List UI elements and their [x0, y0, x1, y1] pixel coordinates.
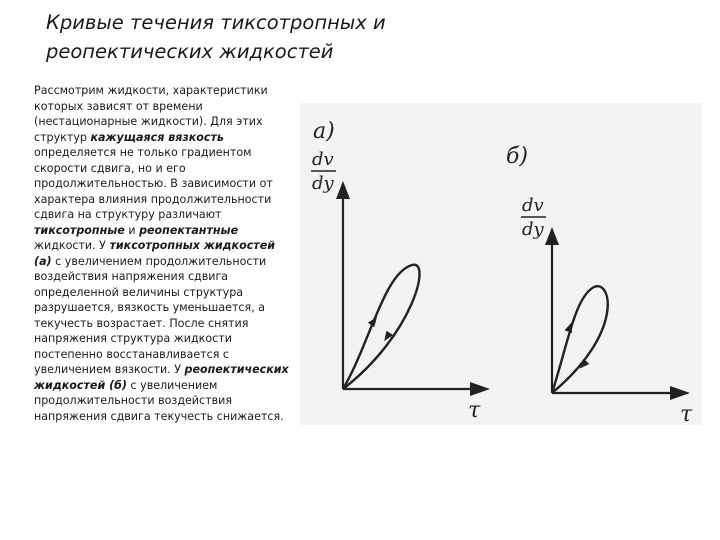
term-rheopectic: реопектантные — [139, 223, 239, 237]
flow-curves-figure — [300, 103, 702, 425]
panel-b-x-label: τ — [680, 402, 693, 425]
panel-b-y-arrow — [545, 227, 559, 245]
panel-a-hysteresis-loop — [343, 265, 420, 389]
slide-title — [46, 8, 686, 66]
description-paragraph — [34, 83, 296, 424]
panel-a-y-numerator: dv — [312, 149, 334, 170]
panel-b-y-denominator: dy — [522, 219, 544, 240]
term-apparent-viscosity: кажущаяся вязкость — [90, 130, 224, 144]
panel-b-y-numerator: dv — [522, 195, 544, 216]
panel-b-label: б) — [506, 144, 529, 169]
panel-a-y-denominator: dy — [312, 173, 334, 194]
panel-b-x-arrow — [670, 386, 690, 400]
paragraph-text: и — [124, 223, 140, 237]
panel-b-graph — [506, 144, 693, 425]
term-rheopectic-fluids-b: реопектических жидкостей (б) — [34, 363, 289, 392]
panel-a-downcurve-arrow — [387, 321, 398, 337]
slide-title-line-2: реопектических жидкостей — [46, 40, 334, 63]
paragraph-text: с увеличением продолжительности воздействия напряжения сдвига текучесть снижается. — [34, 378, 284, 423]
paragraph-text: Рассмотрим жидкости, характеристики которых зависят от времени (нестационарные жидкости). Для этих структур — [34, 84, 268, 144]
term-thixotropic: тиксотропные — [34, 223, 125, 237]
slide-title-line-1: Кривые течения тиксотропных и — [46, 11, 386, 34]
flow-curves-svg — [300, 103, 702, 425]
panel-a-x-label: τ — [468, 398, 481, 423]
paragraph-text: определяется не только градиентом скорости сдвига, но и его продолжительностью. В зависимости от характера влияния продолжительности сдвига на структуру различают — [34, 146, 273, 221]
panel-a-graph — [311, 119, 490, 423]
panel-b-hysteresis-loop — [552, 286, 608, 393]
term-thixotropic-fluids-a: тиксотропных жидкостей (а) — [34, 239, 276, 268]
panel-a-x-arrow — [470, 382, 490, 396]
panel-a-y-arrow — [336, 181, 350, 199]
paragraph-text: с увеличением продолжительности воздействия напряжения сдвига определенной величины структура разрушается, вязкость уменьшается, а текучесть возрастает. После снятия напряжения структура жидкости постепенно восстанавливается с увеличением вязкости. У — [34, 254, 267, 376]
panel-a-label: а) — [313, 119, 335, 144]
paragraph-text: жидкости. У — [34, 239, 110, 252]
